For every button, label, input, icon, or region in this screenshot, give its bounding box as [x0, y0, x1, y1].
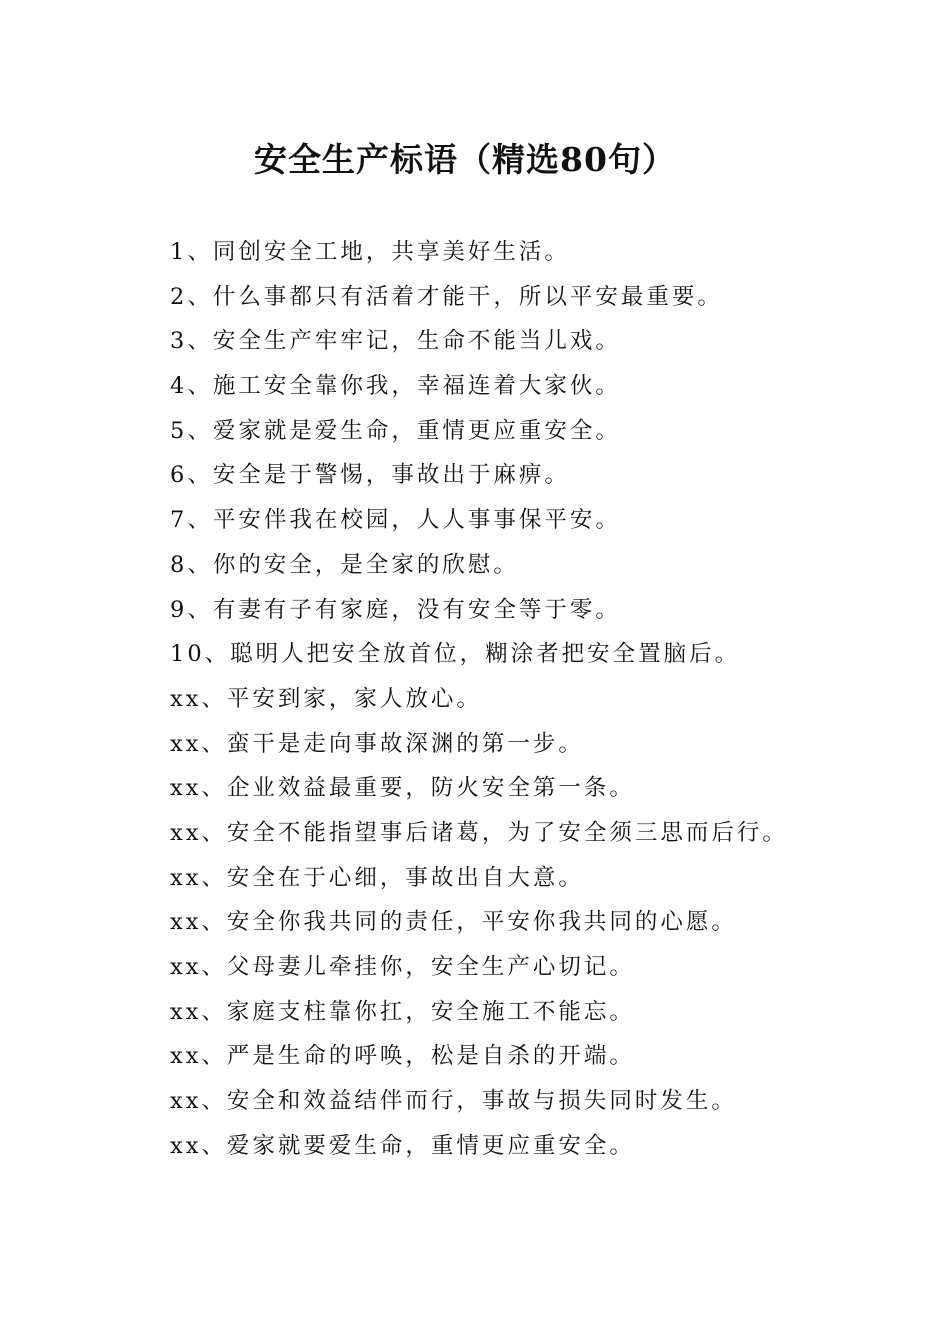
slogan-line: 5、爱家就是爱生命，重情更应重安全。 [170, 417, 621, 444]
slogan-line: 10、聪明人把安全放首位，糊涂者把安全置脑后。 [170, 641, 741, 668]
slogan-line: xx、安全你我共同的责任，平安你我共同的心愿。 [170, 909, 737, 936]
slogan-line: 1、同创安全工地，共享美好生活。 [170, 239, 570, 265]
slogan-line: 4、施工安全靠你我，幸福连着大家伙。 [170, 373, 621, 400]
slogan-line: xx、安全不能指望事后诸葛，为了安全须三思而后行。 [170, 819, 788, 846]
slogan-line: xx、严是生命的呼唤，松是自杀的开端。 [170, 1043, 635, 1070]
slogan-line: 9、有妻有子有家庭，没有安全等于零。 [170, 596, 621, 623]
slogan-line: 3、安全生产牢牢记，生命不能当儿戏。 [170, 328, 621, 355]
slogan-line: xx、家庭支柱靠你扛，安全施工不能忘。 [170, 998, 635, 1025]
slogan-list [170, 230, 930, 1168]
slogan-line: 7、平安伴我在校园，人人事事保平安。 [170, 507, 621, 534]
slogan-line: 6、安全是于警惕，事故出于麻痹。 [170, 462, 570, 489]
slogan-line: xx、父母妻儿牵挂你，安全生产心切记。 [170, 954, 635, 980]
slogan-line: xx、爱家就要爱生命，重情更应重安全。 [170, 1132, 635, 1159]
slogan-line: xx、蛮干是走向事故深渊的第一步。 [170, 730, 584, 757]
slogan-line: xx、安全和效益结伴而行，事故与损失同时发生。 [170, 1088, 737, 1115]
slogan-line: xx、安全在于心细，事故出自大意。 [170, 864, 584, 891]
slogan-line: xx、平安到家，家人放心。 [170, 685, 482, 712]
slogan-line: 2、什么事都只有活着才能干，所以平安最重要。 [170, 283, 723, 310]
slogan-line: 8、你的安全，是全家的欣慰。 [170, 551, 519, 578]
slogan-line: xx、企业效益最重要，防火安全第一条。 [170, 775, 635, 802]
page-title: 安全生产标语（精选80句） [254, 140, 676, 179]
